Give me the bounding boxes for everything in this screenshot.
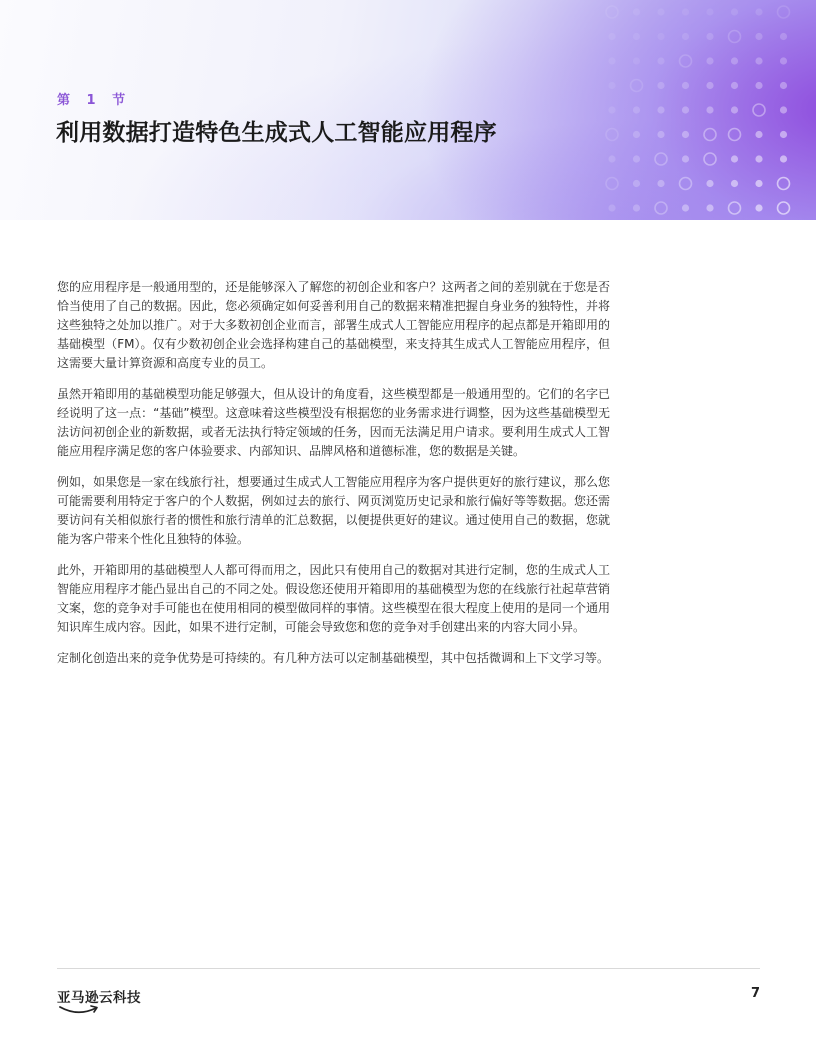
footer-divider xyxy=(57,968,760,969)
ring-dot xyxy=(778,202,790,214)
dot xyxy=(731,57,738,64)
dot xyxy=(731,106,738,113)
dot xyxy=(657,8,664,15)
ring-dot xyxy=(704,129,716,141)
dot xyxy=(657,82,664,89)
dot xyxy=(706,106,713,113)
dot xyxy=(633,131,640,138)
paragraph: 例如，如果您是一家在线旅行社，想要通过生成式人工智能应用程序为客户提供更好的旅行建议，那么您可能需要利用特定于客户的个人数据，例如过去的旅行、网页浏览历史记录和旅行偏好等等数据。您还需要访问有关相似旅行者的惯性和旅行清单的汇总数据，以便提供更好的建议。通过使用自己的数据，您就能为客户带来个性化且独特的体验。 xyxy=(57,475,610,546)
dot xyxy=(608,57,615,64)
dot xyxy=(633,106,640,113)
dot xyxy=(657,33,664,40)
dot xyxy=(608,82,615,89)
dot xyxy=(682,8,689,15)
dot-pattern-decoration xyxy=(0,0,816,220)
ring-dot xyxy=(704,153,716,165)
dot xyxy=(706,8,713,15)
ring-dot xyxy=(680,55,692,67)
page-title: 利用数据打造特色生成式人工智能应用程序 xyxy=(56,120,497,146)
dot xyxy=(657,180,664,187)
dot xyxy=(755,204,762,211)
paragraph: 您的应用程序是一般通用型的，还是能够深入了解您的初创企业和客户？这两者之间的差别就在于您是否恰当使用了自己的数据。因此，您必须确定如何妥善利用自己的数据来精准把握自身业务的独特性，并将这些独特之处加以推广。对于大多数初创企业而言，部署生成式人工智能应用程序的起点都是开箱即用的基础模型（FM）。仅有少数初创企业会选择构建自己的基础模型，来支持其生成式人工智能应用程序，但这需要大量计算资源和高度专业的员工。 xyxy=(57,280,610,370)
dot xyxy=(608,33,615,40)
dot xyxy=(682,155,689,162)
dot xyxy=(657,106,664,113)
dot xyxy=(682,82,689,89)
dot xyxy=(780,82,787,89)
brand-logo xyxy=(57,986,157,1018)
ring-dot xyxy=(606,6,618,18)
ring-dot xyxy=(729,129,741,141)
section-label: 第 1 节 xyxy=(57,93,132,108)
paragraph: 定制化创造出来的竞争优势是可持续的。有几种方法可以定制基础模型，其中包括微调和上下文学习等。 xyxy=(57,651,610,665)
dot xyxy=(633,180,640,187)
dot xyxy=(755,180,762,187)
dot xyxy=(731,180,738,187)
dot xyxy=(755,155,762,162)
ring-dot xyxy=(655,202,667,214)
dot xyxy=(780,131,787,138)
dot xyxy=(755,57,762,64)
dot xyxy=(780,33,787,40)
dot xyxy=(608,204,615,211)
dot xyxy=(731,82,738,89)
ring-dot xyxy=(729,202,741,214)
dot xyxy=(755,131,762,138)
dot xyxy=(682,33,689,40)
ring-dot xyxy=(778,178,790,190)
ring-dot xyxy=(680,178,692,190)
dot xyxy=(755,8,762,15)
dot xyxy=(780,155,787,162)
dot xyxy=(780,57,787,64)
dot xyxy=(633,57,640,64)
dot xyxy=(682,131,689,138)
brand-name: 亚马逊云科技 xyxy=(57,990,141,1006)
ring-dot xyxy=(655,153,667,165)
dot xyxy=(731,8,738,15)
ring-dot xyxy=(753,104,765,116)
ring-dot xyxy=(631,80,643,92)
dot xyxy=(780,106,787,113)
dot xyxy=(682,106,689,113)
ring-dot xyxy=(606,178,618,190)
header-banner xyxy=(0,0,816,220)
ring-dot xyxy=(729,31,741,43)
dot xyxy=(706,82,713,89)
paragraph: 虽然开箱即用的基础模型功能足够强大，但从设计的角度看，这些模型都是一般通用型的。它们的名字已经说明了这一点：“基础”模型。这意味着这些模型没有根据您的业务需求进行调整，因为这些基础模型无法访问初创企业的新数据，或者无法执行特定领域的任务，因而无法满足用户请求。要利用生成式人工智能应用程序满足您的客户体验要求、内部知识、品牌风格和道德标准，您的数据是关键。 xyxy=(57,387,610,458)
dot xyxy=(755,33,762,40)
dot xyxy=(755,82,762,89)
dot xyxy=(608,155,615,162)
dot xyxy=(706,33,713,40)
dot xyxy=(682,204,689,211)
paragraph: 此外，开箱即用的基础模型人人都可得而用之，因此只有使用自己的数据对其进行定制，您的生成式人工智能应用程序才能凸显出自己的不同之处。假设您还使用开箱即用的基础模型为您的在线旅行社起草营销文案，您的竞争对手可能也在使用相同的模型做同样的事情。这些模型在很大程度上使用的是同一个通用知识库生成内容。因此，如果不进行定制，可能会导致您和您的竞争对手创建出来的内容大同小异。 xyxy=(57,563,610,634)
dot xyxy=(657,57,664,64)
dot xyxy=(633,204,640,211)
ring-dot xyxy=(606,129,618,141)
dot xyxy=(633,33,640,40)
dot xyxy=(706,204,713,211)
body-text xyxy=(57,278,610,680)
ring-dot xyxy=(778,6,790,18)
dot xyxy=(657,131,664,138)
dot xyxy=(633,8,640,15)
dot xyxy=(633,155,640,162)
dot xyxy=(706,180,713,187)
dot xyxy=(731,155,738,162)
dot xyxy=(608,106,615,113)
smile-arrow-icon xyxy=(58,1003,102,1017)
dot xyxy=(706,57,713,64)
page-number: 7 xyxy=(750,986,760,1001)
